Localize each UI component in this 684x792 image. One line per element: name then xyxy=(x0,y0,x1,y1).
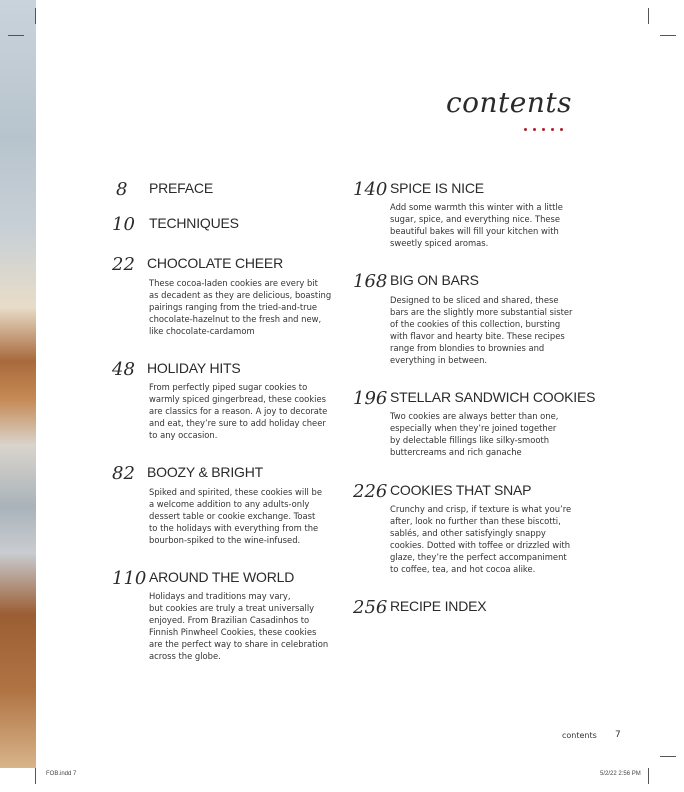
section-title: AROUND THE WORLD xyxy=(149,569,295,585)
section-description: Add some warmth this winter with a little sugar, spice, and everything nice. These beautiful bakes will fill your kitchen with sweetly spiced aromas. xyxy=(390,202,563,248)
crop-mark xyxy=(35,8,36,24)
crop-mark xyxy=(8,35,24,36)
section-title: SPICE IS NICE xyxy=(390,180,484,196)
crop-mark xyxy=(648,8,649,24)
running-footer-label: contents xyxy=(562,731,597,740)
page-number: 140 xyxy=(353,179,388,200)
page-number: 110 xyxy=(112,568,147,589)
toc-entry-techniques[interactable] xyxy=(112,214,336,238)
section-description: These cocoa-laden cookies are every bit as decadent as they are delicious, boasting pairings ranging from the tried-and-true chocolate-hazelnut to the fresh and new, like chocolate-cardamom xyxy=(149,278,332,336)
page-number: 82 xyxy=(112,463,135,484)
page-number: 256 xyxy=(353,597,388,618)
section-title: TECHNIQUES xyxy=(149,215,239,231)
toc-entry-big-on-bars[interactable] xyxy=(353,271,593,371)
toc-entry-stellar-sandwich-cookies[interactable] xyxy=(353,388,596,468)
section-description: Two cookies are always better than one, especially when they’re joined together by delectable fillings like silky-smooth buttercreams and rich ganache xyxy=(390,411,559,457)
folio-page-number: 7 xyxy=(615,730,621,740)
toc-entry-holiday-hits[interactable] xyxy=(112,359,336,449)
toc-entry-boozy-and-bright[interactable] xyxy=(112,463,336,553)
section-title: HOLIDAY HITS xyxy=(147,360,241,376)
toc-entry-chocolate-cheer[interactable] xyxy=(112,254,336,344)
page-number: 168 xyxy=(353,271,388,292)
page-number: 196 xyxy=(353,388,388,409)
toc-entry-preface[interactable] xyxy=(116,179,336,203)
print-slug-filename: FOB.indd 7 xyxy=(46,771,77,777)
crop-mark xyxy=(35,768,36,784)
toc-entry-around-the-world[interactable] xyxy=(112,568,336,668)
toc-entry-cookies-that-snap[interactable] xyxy=(353,481,593,581)
section-title: CHOCOLATE CHEER xyxy=(147,255,283,271)
crop-mark xyxy=(660,35,676,36)
page-number: 48 xyxy=(112,359,135,380)
crop-mark xyxy=(648,768,649,784)
crop-mark xyxy=(660,756,676,757)
page-title: contents xyxy=(445,86,572,119)
section-title: BOOZY & BRIGHT xyxy=(147,464,263,480)
page-number: 8 xyxy=(116,179,128,200)
section-title: STELLAR SANDWICH COOKIES xyxy=(390,389,596,405)
section-description: From perfectly piped sugar cookies to warmly spiced gingerbread, these cookies are classics for a reason. A joy to decorate and eat, they’re sure to add holiday cheer to any occasion. xyxy=(149,382,328,440)
section-title: PREFACE xyxy=(149,180,213,196)
section-description: Designed to be sliced and shared, these bars are the slightly more substantial sister of the cookies of this collection, bursting with flavor and hearty bite. These recipes range from blondies to brownies and everything in between. xyxy=(390,295,573,365)
section-description: Spiked and spirited, these cookies will be a welcome addition to any adults-only dessert table or cookie exchange. Toast to the holidays with everything from the bourbon-spiked to the wine-infused. xyxy=(149,487,323,545)
toc-entry-spice-is-nice[interactable] xyxy=(353,179,593,259)
section-description: Crunchy and crisp, if texture is what you’re after, look no further than these biscotti, sablés, and other satisfyingly snappy cookies. Dotted with toffee or drizzled with glaze, they’re the perfect accompaniment to coffee, tea, and hot cocoa alike. xyxy=(390,504,572,574)
section-title: RECIPE INDEX xyxy=(390,598,487,614)
toc-entry-recipe-index[interactable] xyxy=(353,597,593,621)
page-number: 10 xyxy=(112,214,135,235)
decorative-dots xyxy=(524,128,564,134)
page-number: 22 xyxy=(112,254,135,275)
cookie-photo-strip xyxy=(0,0,36,768)
section-title: COOKIES THAT SNAP xyxy=(390,482,532,498)
page-number: 226 xyxy=(353,481,388,502)
section-title: BIG ON BARS xyxy=(390,272,479,288)
section-description: Holidays and traditions may vary, but cookies are truly a treat universally enjoyed. From Brazilian Casadinhos to Finnish Pinwheel Cookies, these cookies are the perfect way to share in celebration across the globe. xyxy=(149,591,329,661)
print-slug-timestamp: 5/2/22 2:56 PM xyxy=(600,771,641,777)
